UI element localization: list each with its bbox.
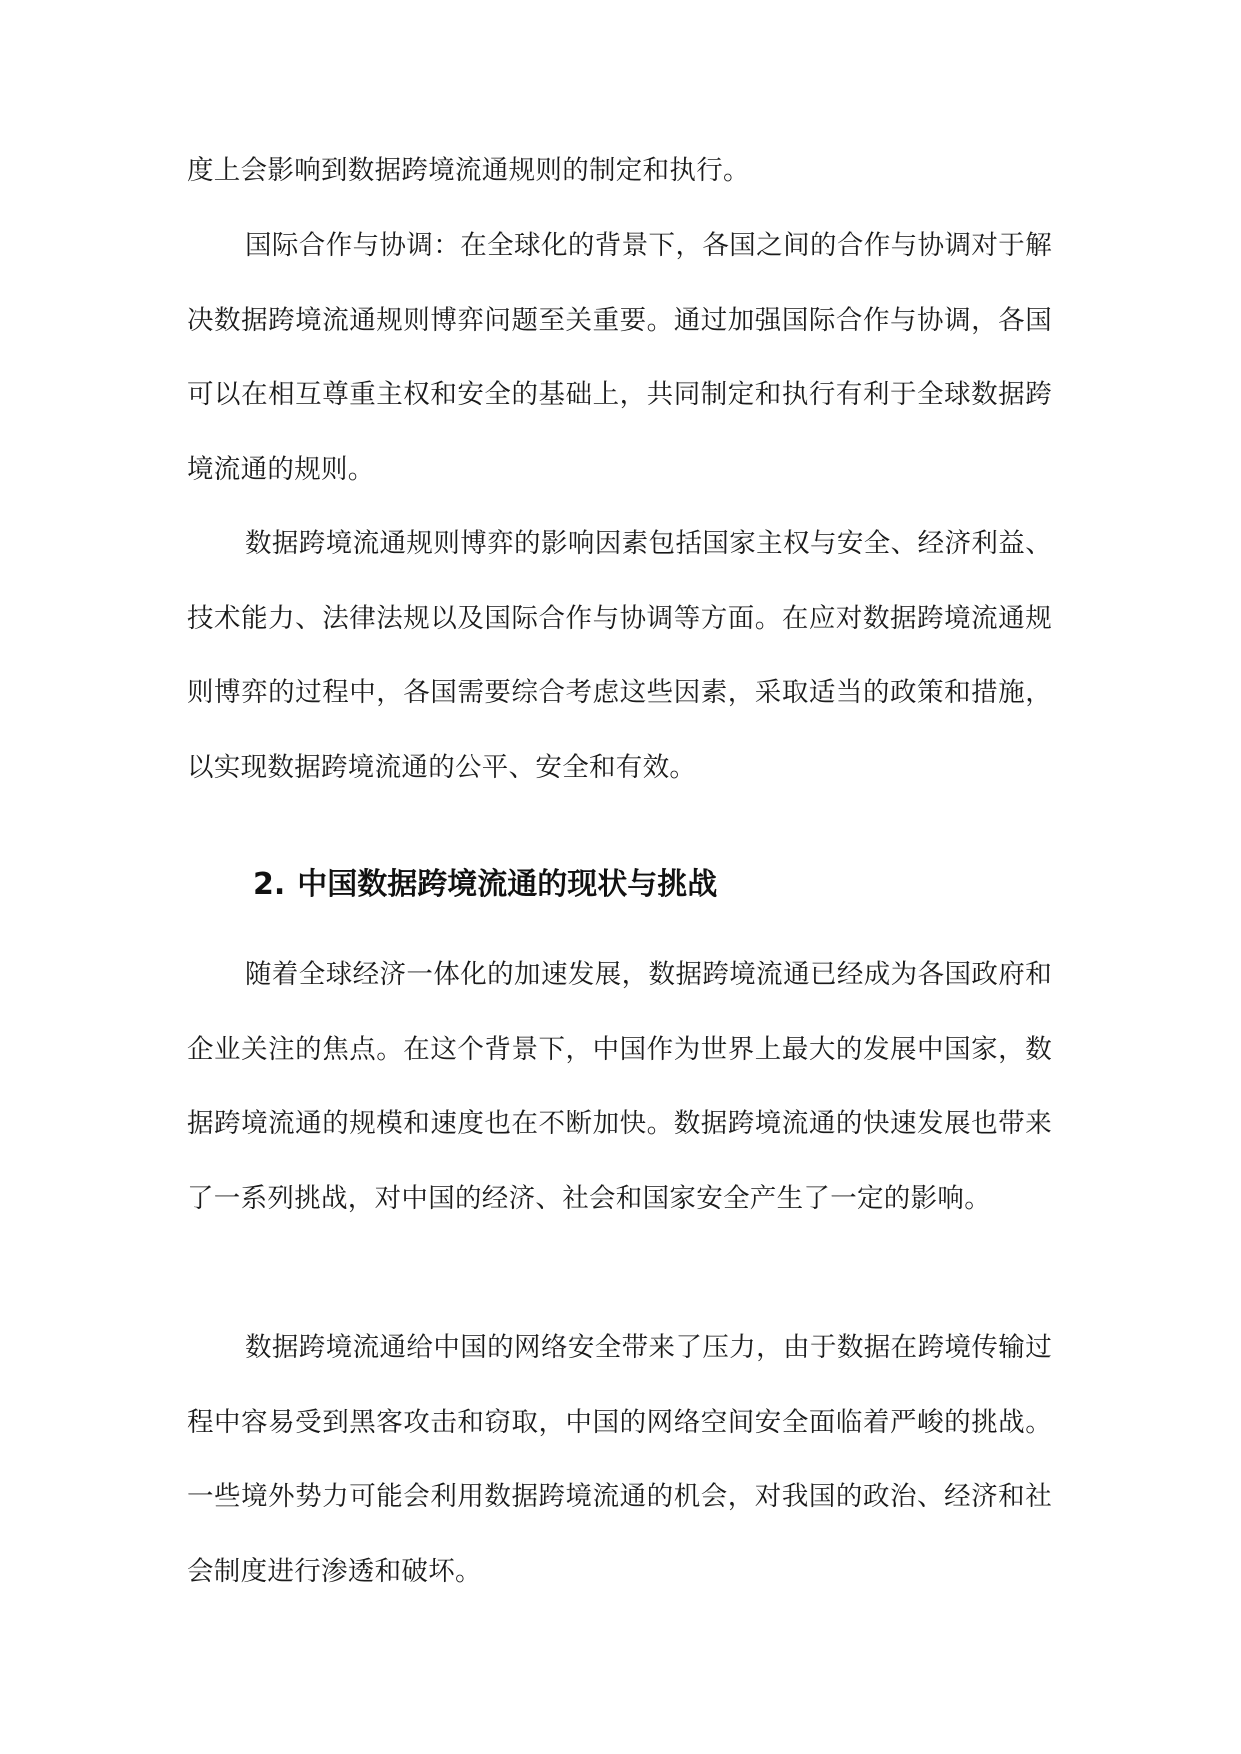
section-number: 2.	[253, 867, 286, 902]
china-status-paragraph: 随着全球经济一体化的加速发展，数据跨境流通已经成为各国政府和企业关注的焦点。在这个背景下，中国作为世界上最大的发展中国家，数据跨境流通的规模和速度也在不断加快。数据跨境流通的快速发展也带来了一系列挑战，对中国的经济、社会和国家安全产生了一定的影响。	[187, 959, 1052, 1214]
international-cooperation-paragraph: 国际合作与协调：在全球化的背景下，各国之间的合作与协调对于解决数据跨境流通规则博弈问题至关重要。通过加强国际合作与协调，各国可以在相互尊重主权和安全的基础上，共同制定和执行有利于全球数据跨境流通的规则。	[187, 230, 1052, 485]
china-security-paragraph: 数据跨境流通给中国的网络安全带来了压力，由于数据在跨境传输过程中容易受到黑客攻击和窃取，中国的网络空间安全面临着严峻的挑战。一些境外势力可能会利用数据跨境流通的机会，对我国的政治、经济和社会制度进行渗透和破坏。	[187, 1332, 1052, 1587]
continuation-paragraph: 度上会影响到数据跨境流通规则的制定和执行。	[187, 155, 750, 186]
section-title: 中国数据跨境流通的现状与挑战	[297, 867, 718, 902]
section-heading	[253, 860, 717, 910]
summary-paragraph: 数据跨境流通规则博弈的影响因素包括国家主权与安全、经济利益、技术能力、法律法规以及国际合作与协调等方面。在应对数据跨境流通规则博弈的过程中，各国需要综合考虑这些因素，采取适当的政策和措施，以实现数据跨境流通的公平、安全和有效。	[187, 528, 1052, 783]
